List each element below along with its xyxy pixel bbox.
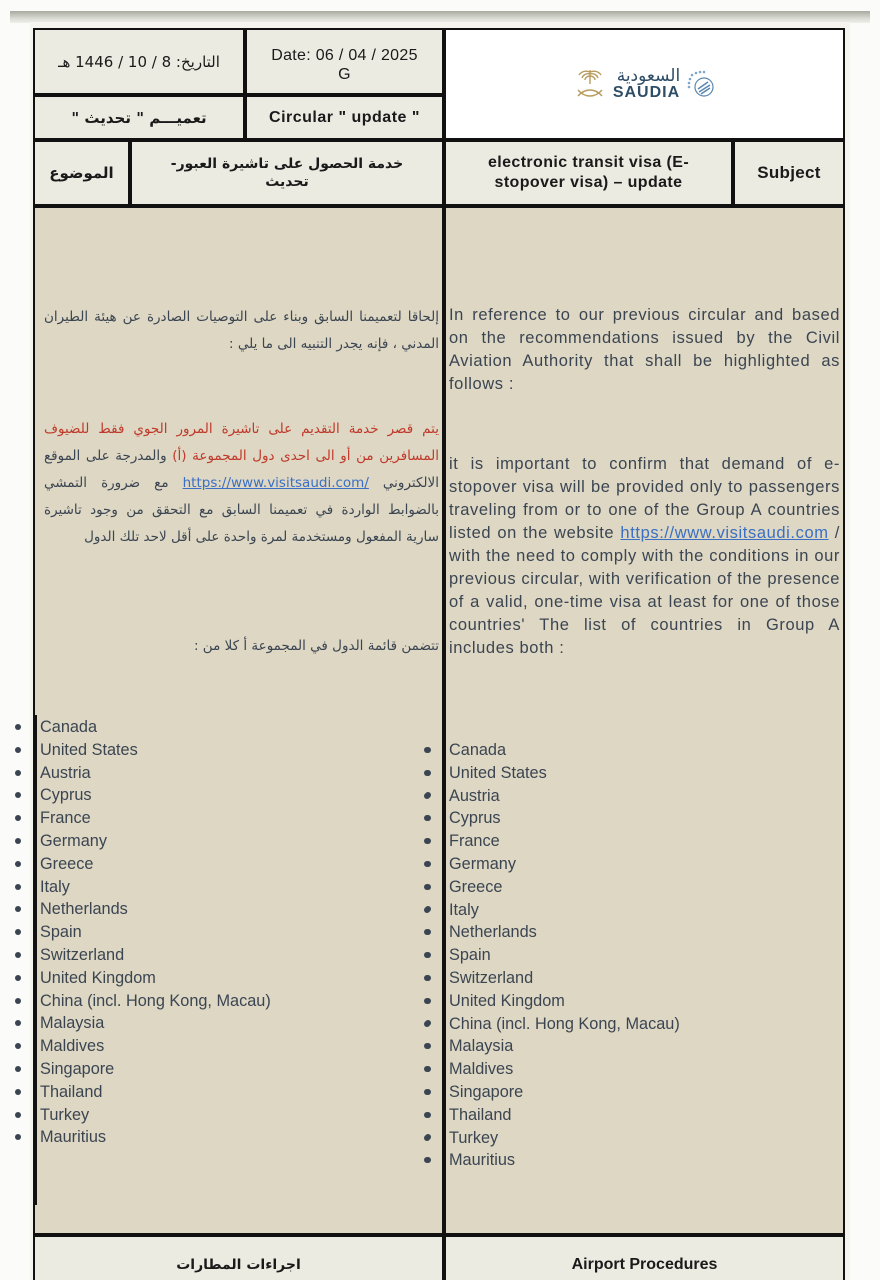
bullet-icon bbox=[424, 998, 430, 1004]
country-item: Netherlands bbox=[449, 921, 839, 944]
country-list-en-column bbox=[449, 739, 839, 1172]
visitsaudi-link-en[interactable]: https://www.visitsaudi.com bbox=[620, 524, 829, 542]
bullet-icon bbox=[15, 952, 21, 958]
subject-title-en-line1: electronic transit visa (E- bbox=[487, 154, 690, 171]
main-paragraph-ar-part2: والمدرجة على الموقع الالكتروني bbox=[44, 448, 439, 491]
country-item: Cyprus bbox=[449, 807, 839, 830]
bullet-icon bbox=[424, 907, 430, 913]
footer-en-cell bbox=[444, 1235, 845, 1280]
country-item: Singapore bbox=[449, 1081, 839, 1104]
bullet-icon bbox=[15, 998, 21, 1004]
bullet-icon bbox=[424, 1089, 430, 1095]
country-item: China (incl. Hong Kong, Macau) bbox=[449, 1013, 839, 1036]
logo-arabic-text: السعودية bbox=[616, 65, 681, 86]
country-item: Mauritius bbox=[40, 1126, 430, 1149]
bullet-icon bbox=[15, 838, 21, 844]
bullet-icon bbox=[15, 1089, 21, 1095]
circular-label-ar: تعميـــم " تحديث " bbox=[71, 108, 207, 127]
circular-en-cell bbox=[245, 95, 444, 140]
country-item: Italy bbox=[449, 899, 839, 922]
country-item: France bbox=[40, 807, 430, 830]
footer-ar-cell bbox=[33, 1235, 444, 1280]
country-item: United States bbox=[449, 762, 839, 785]
saudia-swirl-icon bbox=[686, 69, 716, 99]
bullet-icon bbox=[15, 975, 21, 981]
country-item: Austria bbox=[40, 762, 430, 785]
subject-title-ar-line2: تحديث bbox=[265, 174, 309, 190]
section-title-ar: اجراءات المطارات bbox=[176, 1257, 301, 1273]
subject-label-ar-cell bbox=[33, 140, 130, 206]
country-item: Germany bbox=[449, 853, 839, 876]
bullet-icon bbox=[15, 1066, 21, 1072]
hijri-date-cell bbox=[33, 28, 245, 95]
country-item: Austria bbox=[449, 785, 839, 808]
bullet-icon bbox=[15, 884, 21, 890]
main-paragraph-ar bbox=[44, 416, 439, 551]
main-paragraph-en-part1: it is important to confirm that demand of e-stopover visa will be provided only to passengers traveling from or to one of the Group A countries listed on the website bbox=[449, 455, 840, 542]
country-item: Cyprus bbox=[40, 784, 430, 807]
country-item: Malaysia bbox=[40, 1012, 430, 1035]
bullet-icon bbox=[15, 747, 21, 753]
visitsaudi-link-ar[interactable]: https://www.visitsaudi.com/ bbox=[182, 475, 369, 491]
bullet-icon bbox=[424, 747, 430, 753]
subject-title-en-cell bbox=[444, 140, 733, 206]
list-divider-right bbox=[444, 738, 446, 1178]
bullet-icon bbox=[15, 906, 21, 912]
country-item: Greece bbox=[449, 876, 839, 899]
country-item: China (incl. Hong Kong, Macau) bbox=[40, 990, 430, 1013]
country-item: Maldives bbox=[449, 1058, 839, 1081]
circular-ar-cell bbox=[33, 95, 245, 140]
country-item: Thailand bbox=[40, 1081, 430, 1104]
country-item: Maldives bbox=[40, 1035, 430, 1058]
circular-label-en: Circular " update " bbox=[269, 108, 420, 126]
country-item: Greece bbox=[40, 853, 430, 876]
subject-label-ar: الموضوع bbox=[49, 164, 114, 182]
main-paragraph-ar-part3: مع ضرورة التمشي بالضوابط الواردة في تعميمنا السابق مع التحقق من وجود تاشيرة سارية المفعول ومستخدمة لمرة واحدة على أقل لاحد تلك الدول bbox=[44, 475, 439, 545]
bullet-icon bbox=[15, 1043, 21, 1049]
hijri-date: التاريخ: 8 / 10 / 1446 هـ bbox=[58, 52, 220, 71]
country-item: Netherlands bbox=[40, 898, 430, 921]
bullet-icon bbox=[424, 793, 430, 799]
country-item: Mauritius bbox=[449, 1149, 839, 1172]
gregorian-date-cell bbox=[245, 28, 444, 95]
bullet-icon bbox=[424, 884, 430, 890]
bullet-icon bbox=[424, 1135, 430, 1141]
country-item: Spain bbox=[40, 921, 430, 944]
logo-cell bbox=[444, 28, 845, 140]
bullet-icon bbox=[15, 861, 21, 867]
logo-english-text: SAUDIA bbox=[612, 83, 681, 101]
subject-label-en: Subject bbox=[757, 163, 821, 182]
subject-title-en-line2: stopover visa) – update bbox=[494, 174, 683, 191]
gregorian-date: Date: 06 / 04 / 2025 bbox=[271, 47, 418, 64]
main-paragraph-en bbox=[449, 453, 840, 660]
country-item: Singapore bbox=[40, 1058, 430, 1081]
country-item-trailing-bullet bbox=[40, 1149, 430, 1172]
section-title-en: Airport Procedures bbox=[571, 1256, 718, 1273]
country-item: Canada bbox=[449, 739, 839, 762]
bullet-icon bbox=[424, 861, 430, 867]
country-item: United Kingdom bbox=[449, 990, 839, 1013]
bullet-icon bbox=[424, 1112, 430, 1118]
country-item: Switzerland bbox=[449, 967, 839, 990]
gregorian-date-suffix: G bbox=[338, 66, 351, 83]
list-divider-left bbox=[35, 715, 37, 1205]
bullet-icon bbox=[15, 792, 21, 798]
main-paragraph-en-part2: / with the need to comply with the conditions in our previous circular, with verification of the presence of a valid, one-time visa at least for one of those countries' The list of countries in Group A includes both : bbox=[449, 524, 840, 657]
country-item: Canada bbox=[40, 716, 430, 739]
country-item: France bbox=[449, 830, 839, 853]
list-intro-ar: تتضمن قائمة الدول في المجموعة أ كلا من : bbox=[193, 638, 439, 654]
bullet-icon bbox=[424, 975, 430, 981]
country-item: Malaysia bbox=[449, 1035, 839, 1058]
country-item: United Kingdom bbox=[40, 967, 430, 990]
saudia-emblem-icon bbox=[573, 66, 607, 102]
bullet-icon bbox=[15, 770, 21, 776]
country-item: Thailand bbox=[449, 1104, 839, 1127]
bullet-icon bbox=[424, 770, 430, 776]
country-item: Spain bbox=[449, 944, 839, 967]
saudia-logo bbox=[573, 66, 716, 102]
intro-paragraph-ar: إلحاقا لتعميمنا السابق وبناء على التوصيات الصادرة عن هيئة الطيران المدني ، فإنه يجدر التنبيه الى ما يلي : bbox=[44, 309, 439, 352]
bullet-icon bbox=[15, 1134, 21, 1140]
bullet-icon bbox=[15, 1112, 21, 1118]
logo-wordmark bbox=[612, 65, 681, 101]
country-item: Switzerland bbox=[40, 944, 430, 967]
highlighted-text-ar: يتم قصر خدمة التقديم على تاشيرة المرور الجوي فقط للضيوف المسافرين من أو الى احدى دول المجموعة (أ) bbox=[44, 421, 439, 464]
bullet-icon bbox=[15, 815, 21, 821]
subject-title-ar-cell bbox=[130, 140, 444, 206]
country-item: Italy bbox=[40, 876, 430, 899]
bullet-icon bbox=[15, 1020, 21, 1026]
country-item: Germany bbox=[40, 830, 430, 853]
subject-label-en-cell bbox=[733, 140, 845, 206]
country-item: Turkey bbox=[40, 1104, 430, 1127]
subject-title-ar-line1: خدمة الحصول على تاشيرة العبور- bbox=[170, 156, 404, 172]
country-item: United States bbox=[40, 739, 430, 762]
country-list-ar-column bbox=[40, 716, 430, 1172]
country-item: Turkey bbox=[449, 1127, 839, 1150]
bullet-icon bbox=[15, 724, 21, 730]
bullet-icon bbox=[15, 929, 21, 935]
bullet-icon bbox=[424, 1021, 430, 1027]
intro-paragraph-en: In reference to our previous circular and based on the recommendations issued by the Civil Aviation Authority that shall be highlighted as follows : bbox=[449, 306, 840, 393]
